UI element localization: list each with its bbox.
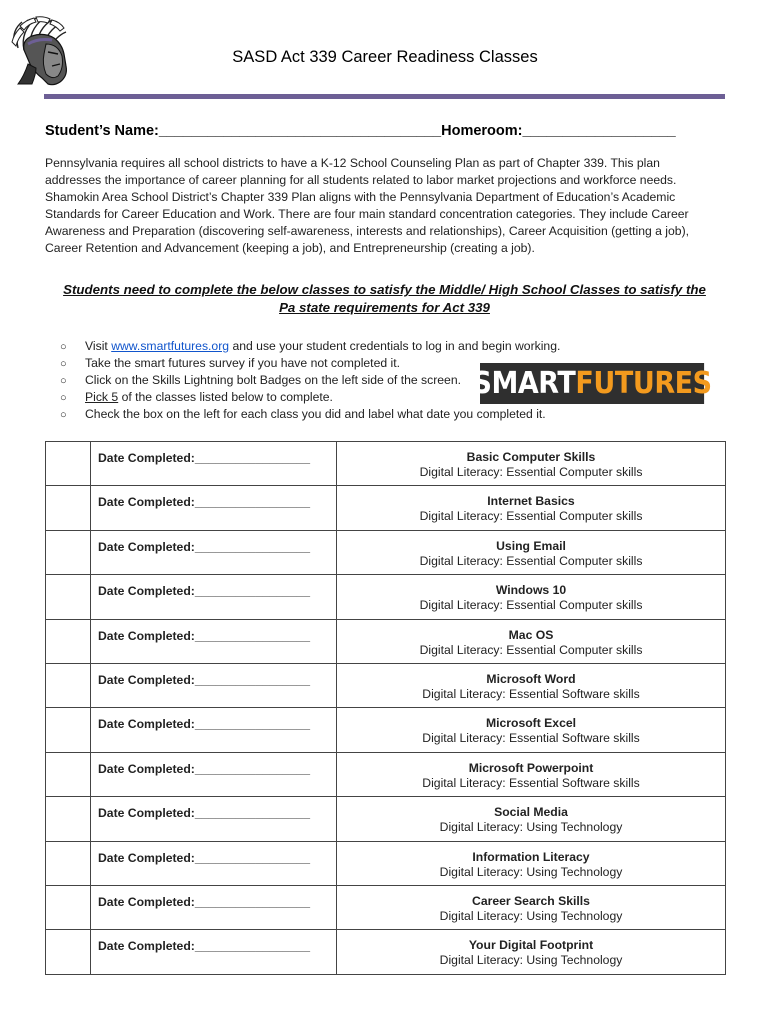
date-completed-field[interactable]: Date Completed:_________________ bbox=[91, 708, 337, 752]
bullet-icon: ○ bbox=[60, 375, 67, 387]
date-completed-field[interactable]: Date Completed:_________________ bbox=[91, 530, 337, 574]
class-category: Digital Literacy: Essential Computer skills bbox=[419, 509, 643, 524]
classes-table bbox=[45, 441, 726, 975]
class-category: Digital Literacy: Essential Computer skills bbox=[419, 642, 643, 657]
smartfutures-link[interactable]: www.smartfutures.org bbox=[111, 339, 230, 353]
table-row bbox=[46, 663, 726, 707]
completion-checkbox[interactable] bbox=[46, 797, 91, 841]
date-completed-field[interactable]: Date Completed:_________________ bbox=[91, 486, 337, 530]
table-row bbox=[46, 442, 726, 486]
table-row bbox=[46, 930, 726, 974]
class-name: Career Search Skills bbox=[472, 893, 590, 908]
class-category: Digital Literacy: Using Technology bbox=[439, 820, 623, 835]
list-item: ○ Check the box on the left for each class you did and label what date you completed it. bbox=[60, 406, 560, 423]
class-cell bbox=[337, 885, 726, 929]
class-name: Internet Basics bbox=[487, 494, 575, 509]
class-name: Basic Computer Skills bbox=[466, 450, 596, 464]
list-item: ○ Visit www.smartfutures.org and use your student credentials to log in and begin working. bbox=[60, 338, 560, 355]
class-cell bbox=[337, 663, 726, 707]
intro-line: Career Retention and Advancement (keeping a job), and Entrepreneurship (creating a job). bbox=[45, 241, 535, 255]
class-category: Digital Literacy: Essential Computer skills bbox=[419, 553, 643, 568]
smartfutures-logo: SMART FUTURES bbox=[480, 363, 704, 404]
bullet-icon: ○ bbox=[60, 392, 67, 404]
date-completed-field[interactable]: Date Completed:_________________ bbox=[91, 663, 337, 707]
list-item: ○ Pick 5 of the classes listed below to complete. bbox=[60, 389, 560, 406]
class-name: Your Digital Footprint bbox=[468, 938, 594, 953]
class-cell bbox=[337, 752, 726, 796]
table-row bbox=[46, 575, 726, 619]
date-completed-field[interactable]: Date Completed:_________________ bbox=[91, 442, 337, 486]
table-row bbox=[46, 619, 726, 663]
class-cell bbox=[337, 442, 726, 486]
date-completed-field[interactable]: Date Completed:_________________ bbox=[91, 797, 337, 841]
date-completed-field[interactable]: Date Completed:_________________ bbox=[91, 930, 337, 974]
completion-checkbox[interactable] bbox=[46, 841, 91, 885]
class-name: Social Media bbox=[494, 805, 568, 820]
requirements-heading bbox=[44, 281, 725, 317]
class-name: Microsoft Powerpoint bbox=[468, 760, 594, 775]
class-name: Microsoft Word bbox=[486, 671, 576, 686]
bullet-icon: ○ bbox=[60, 341, 67, 353]
completion-checkbox[interactable] bbox=[46, 442, 91, 486]
page-title: SASD Act 339 Career Readiness Classes bbox=[232, 48, 538, 66]
table-row bbox=[46, 530, 726, 574]
class-name: Using Email bbox=[496, 538, 566, 553]
student-name-homeroom-line[interactable]: Student’s Name:___________________________________Homeroom:___________________ bbox=[45, 123, 676, 139]
class-cell bbox=[337, 841, 726, 885]
intro-paragraph bbox=[45, 155, 725, 257]
date-completed-field[interactable]: Date Completed:_________________ bbox=[91, 885, 337, 929]
class-category: Digital Literacy: Using Technology bbox=[439, 864, 623, 879]
title-divider bbox=[44, 94, 725, 99]
table-row bbox=[46, 486, 726, 530]
intro-line: Awareness and Preparation (discovering self-awareness, interests and relationships), Career Acquisition (getting a job), bbox=[45, 224, 690, 238]
class-name: Microsoft Excel bbox=[485, 716, 577, 731]
class-name: Mac OS bbox=[508, 627, 554, 642]
list-item: ○ Take the smart futures survey if you have not completed it. bbox=[60, 355, 560, 372]
class-category: Digital Literacy: Essential Computer skills bbox=[419, 465, 643, 479]
completion-checkbox[interactable] bbox=[46, 663, 91, 707]
heading-line: Pa state requirements for Act 339 bbox=[279, 300, 490, 315]
table-row bbox=[46, 708, 726, 752]
intro-line: Standards for Career Education and Work. There are four main standard concentration categories. They include Career bbox=[45, 207, 689, 221]
completion-checkbox[interactable] bbox=[46, 619, 91, 663]
intro-line: Pennsylvania requires all school districts to have a K-12 School Counseling Plan as part of Chapter 339. This plan bbox=[45, 156, 660, 170]
date-completed-field[interactable]: Date Completed:_________________ bbox=[91, 575, 337, 619]
class-cell bbox=[337, 575, 726, 619]
completion-checkbox[interactable] bbox=[46, 708, 91, 752]
class-cell bbox=[337, 797, 726, 841]
class-cell bbox=[337, 619, 726, 663]
table-row bbox=[46, 841, 726, 885]
class-category: Digital Literacy: Essential Computer skills bbox=[419, 598, 643, 613]
class-cell bbox=[337, 530, 726, 574]
list-item: ○ Click on the Skills Lightning bolt Badges on the left side of the screen. bbox=[60, 372, 560, 389]
table-row bbox=[46, 752, 726, 796]
intro-line: addresses the importance of career planning for all students related to labor market projections and workforce needs. bbox=[45, 173, 677, 187]
heading-line: Students need to complete the below classes to satisfy the Middle/ High School Classes to satisfy the bbox=[63, 282, 706, 297]
bullet-icon: ○ bbox=[60, 358, 67, 370]
class-category: Digital Literacy: Using Technology bbox=[439, 908, 623, 923]
class-cell bbox=[337, 930, 726, 974]
class-name: Information Literacy bbox=[472, 849, 590, 864]
completion-checkbox[interactable] bbox=[46, 530, 91, 574]
completion-checkbox[interactable] bbox=[46, 930, 91, 974]
completion-checkbox[interactable] bbox=[46, 575, 91, 619]
table-row bbox=[46, 885, 726, 929]
completion-checkbox[interactable] bbox=[46, 885, 91, 929]
class-category: Digital Literacy: Essential Software skills bbox=[422, 775, 640, 790]
class-cell bbox=[337, 708, 726, 752]
table-row bbox=[46, 797, 726, 841]
bullet-icon: ○ bbox=[60, 409, 67, 421]
class-name: Windows 10 bbox=[495, 583, 567, 598]
class-cell bbox=[337, 486, 726, 530]
class-category: Digital Literacy: Using Technology bbox=[439, 953, 623, 968]
completion-checkbox[interactable] bbox=[46, 752, 91, 796]
completion-checkbox[interactable] bbox=[46, 486, 91, 530]
class-category: Digital Literacy: Essential Software skills bbox=[422, 686, 640, 701]
date-completed-field[interactable]: Date Completed:_________________ bbox=[91, 752, 337, 796]
date-completed-field[interactable]: Date Completed:_________________ bbox=[91, 619, 337, 663]
date-completed-field[interactable]: Date Completed:_________________ bbox=[91, 841, 337, 885]
class-category: Digital Literacy: Essential Software skills bbox=[422, 731, 640, 746]
intro-line: Shamokin Area School District’s Chapter 339 Plan aligns with the Pennsylvania Department of Education’s Academic bbox=[45, 190, 676, 204]
